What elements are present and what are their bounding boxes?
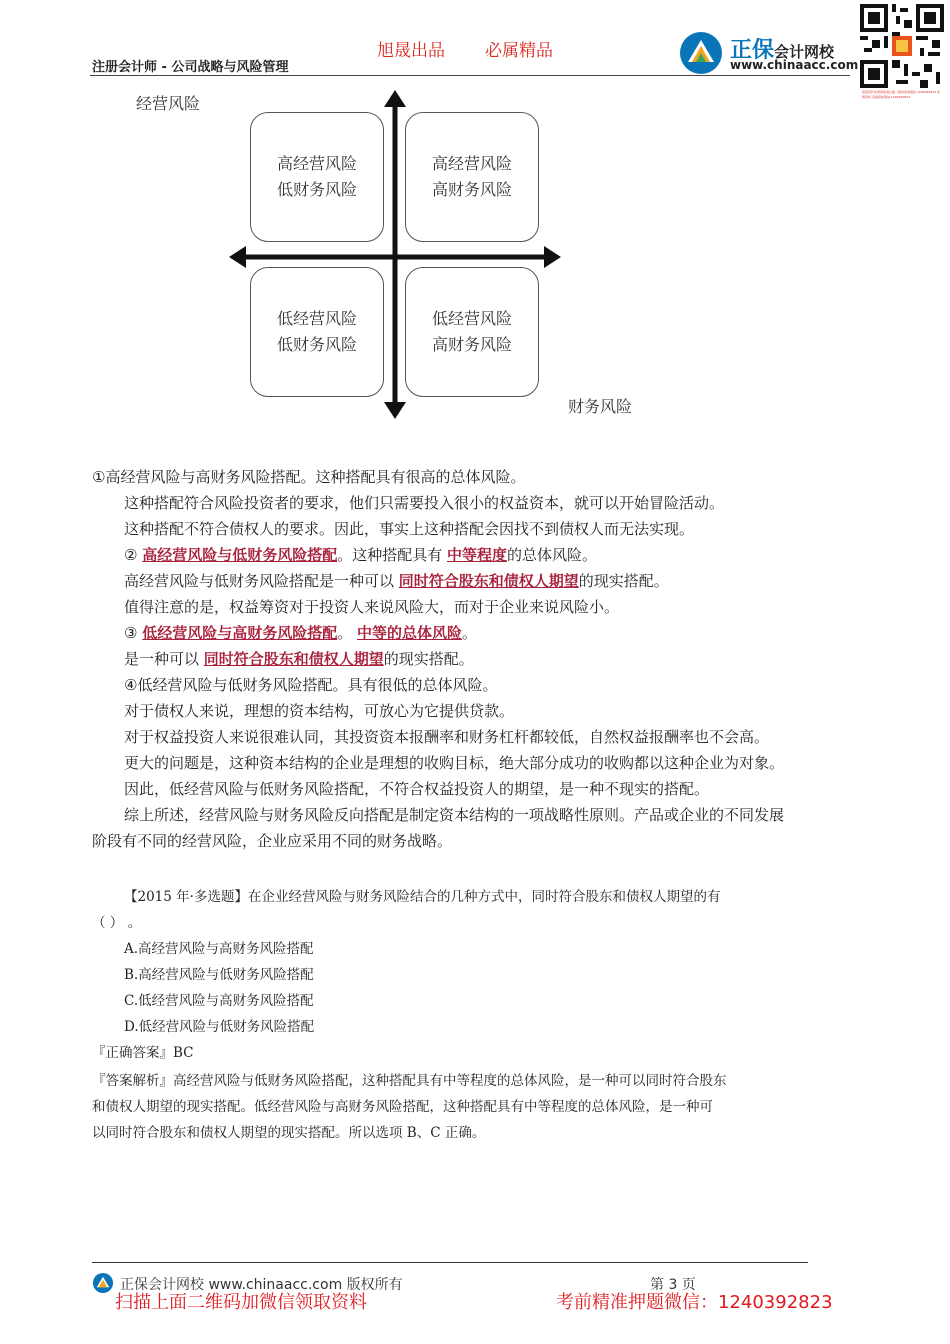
logo-title: 正保会计网校 [730,38,835,63]
logo-url: www.chinaacc.com [730,58,859,72]
option-a: A.高经营风险与高财务风险搭配 [124,941,314,957]
correct-answer: 『正确答案』BC [92,1045,194,1061]
para-1: ①高经营风险与高财务风险搭配。这种搭配具有很高的总体风险。 [92,468,526,486]
para-14: 综上所述，经营风险与财务风险反向搭配是制定资本结构的一项战略性原则。产品或企业的不同发展 [124,806,785,824]
footer-divider [92,1262,808,1263]
option-d: D.低经营风险与低财务风险搭配 [124,1019,315,1035]
para-8: 是一种可以 同时符合股东和债权人期望的现实搭配。 [124,650,474,668]
analysis-line-2: 和债权人期望的现实搭配。低经营风险与高财务风险搭配，这种搭配具有中等程度的总体风险，是一种可 [92,1099,713,1115]
header-slogan [377,36,593,61]
para-5: 高经营风险与低财务风险搭配是一种可以 同时符合股东和债权人期望的现实搭配。 [124,572,669,590]
header-tag-2: 必属精品 [485,41,553,61]
logo-emblem-icon [678,30,724,76]
header-divider [90,75,850,76]
analysis-line-1: 『答案解析』高经营风险与低财务风险搭配，这种搭配具有中等程度的总体风险，是一种可以同时符合股东 [92,1073,727,1089]
quadrant-top-left: 高经营风险 低财务风险 [250,112,384,242]
qr-code-icon[interactable] [860,4,944,88]
arrow-left-icon [229,246,246,268]
arrow-right-icon [544,246,561,268]
quadrant-bottom-left: 低经营风险 低财务风险 [250,267,384,397]
footer-copyright: 正保会计网校 www.chinaacc.com 版权所有 [120,1277,403,1293]
document-subtitle: 注册会计师 - 公司战略与风险管理 [92,60,289,75]
arrow-up-icon [384,90,406,107]
footer-promo-right: 考前精准押题微信：1240392823 [556,1292,833,1313]
para-7: ③ 低经营风险与高财务风险搭配。 中等的总体风险。 [124,624,478,642]
axes [130,85,660,425]
para-13: 因此，低经营风险与低财务风险搭配，不符合权益投资人的期望，是一种不现实的搭配。 [124,780,710,798]
option-c: C.低经营风险与高财务风险搭配 [124,993,314,1009]
option-b: B.高经营风险与低财务风险搭配 [124,967,314,983]
analysis-line-3: 以同时符合股东和债权人期望的现实搭配。所以选项 B、C 正确。 [92,1125,486,1141]
y-axis-label: 经营风险 [136,94,201,113]
question-stem-cont: （ ） 。 [92,915,142,931]
para-6: 值得注意的是，权益筹资对于投资人来说风险大，而对于企业来说风险小。 [124,598,620,616]
qr-caption: 超值资料免费领取请扫描二维码添加微信 1240392823 免费资料 答疑请加微信 1240392823 [862,90,940,99]
arrow-down-icon [384,402,406,419]
question-stem: 【2015 年·多选题】在企业经营风险与财务风险结合的几种方式中，同时符合股东和债权人期望的有 [124,889,721,905]
footer-promo-left: 扫描上面二维码加微信领取资料 [115,1292,367,1313]
para-9: ④低经营风险与低财务风险搭配。具有很低的总体风险。 [124,676,498,694]
para-10: 对于债权人来说，理想的资本结构，可放心为它提供贷款。 [124,702,515,720]
para-4: ② 高经营风险与低财务风险搭配。这种搭配具有 中等程度的总体风险。 [124,546,598,564]
risk-matrix-diagram [130,85,660,425]
quadrant-bottom-right: 低经营风险 高财务风险 [405,267,539,397]
page-number: 第 3 页 [650,1277,696,1293]
x-axis-label: 财务风险 [568,397,633,416]
para-15: 阶段有不同的经营风险，企业应采用不同的财务战略。 [92,832,453,850]
para-3: 这种搭配不符合债权人的要求。因此，事实上这种搭配会因找不到债权人而无法实现。 [124,520,695,538]
chinaacc-logo [678,30,858,74]
footer-logo-icon [92,1272,114,1294]
para-2: 这种搭配符合风险投资者的要求，他们只需要投入很小的权益资本，就可以开始冒险活动。 [124,494,725,512]
header-tag-1: 旭晟出品 [377,41,445,61]
para-11: 对于权益投资人来说很难认同，其投资资本报酬率和财务杠杆都较低，自然权益报酬率也不会高。 [124,728,770,746]
para-12: 更大的问题是，这种资本结构的企业是理想的收购目标，绝大部分成功的收购都以这种企业为对象。 [124,754,785,772]
quadrant-top-right: 高经营风险 高财务风险 [405,112,539,242]
